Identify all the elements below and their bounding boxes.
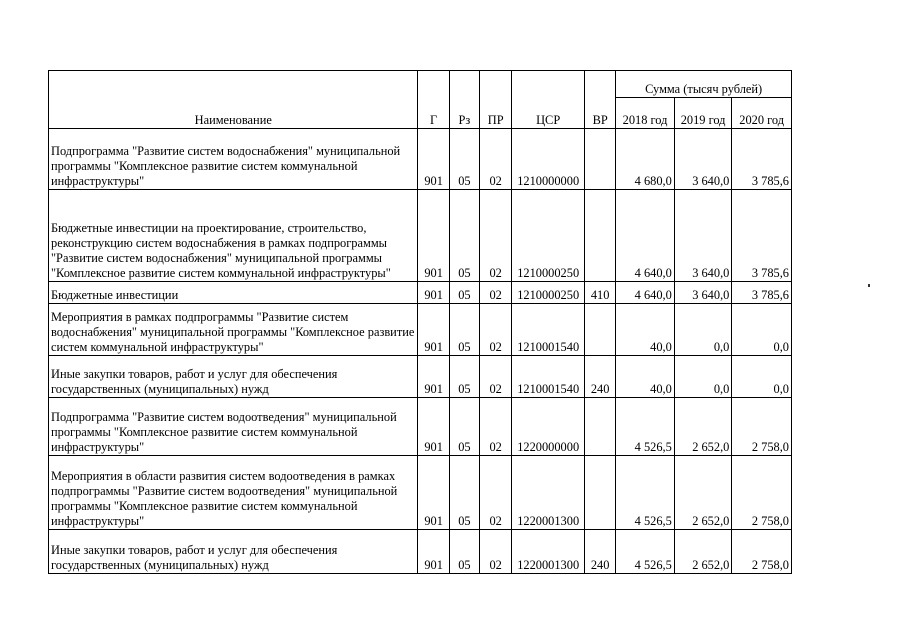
header-csr: ЦСР — [512, 71, 585, 129]
row-vr: 240 — [585, 356, 616, 398]
row-rz: 05 — [449, 398, 479, 456]
row-sum-2019: 3 640,0 — [674, 190, 732, 282]
row-csr: 1210001540 — [512, 356, 585, 398]
row-pr: 02 — [480, 282, 512, 304]
row-csr: 1220000000 — [512, 398, 585, 456]
row-name: Подпрограмма "Развитие систем водоотведения" муниципальной программы "Комплексное развитие систем коммунальной инфраструктуры" — [49, 398, 418, 456]
row-g: 901 — [418, 190, 449, 282]
header-year-2020: 2020 год — [732, 98, 792, 129]
row-sum-2020: 0,0 — [732, 356, 792, 398]
header-year-2019: 2019 год — [674, 98, 732, 129]
table-row — [49, 190, 792, 282]
table-header — [49, 71, 792, 129]
row-csr: 1210001540 — [512, 304, 585, 356]
table-row — [49, 456, 792, 530]
budget-table — [48, 70, 792, 574]
row-rz: 05 — [449, 356, 479, 398]
row-g: 901 — [418, 456, 449, 530]
row-name: Иные закупки товаров, работ и услуг для обеспечения государственных (муниципальных) нужд — [49, 356, 418, 398]
row-name: Мероприятия в рамках подпрограммы "Развитие систем водоснабжения" муниципальной программы "Комплексное развитие систем коммунальной инфраструктуры" — [49, 304, 418, 356]
row-sum-2019: 2 652,0 — [674, 530, 732, 574]
row-sum-2020: 2 758,0 — [732, 456, 792, 530]
row-vr — [585, 129, 616, 190]
table-row — [49, 356, 792, 398]
header-g: Г — [418, 71, 449, 129]
scan-speck — [868, 284, 870, 287]
row-rz: 05 — [449, 129, 479, 190]
row-sum-2020: 3 785,6 — [732, 129, 792, 190]
row-sum-2020: 0,0 — [732, 304, 792, 356]
header-vr: ВР — [585, 71, 616, 129]
row-g: 901 — [418, 304, 449, 356]
row-vr — [585, 398, 616, 456]
row-name: Подпрограмма "Развитие систем водоснабжения" муниципальной программы "Комплексное развитие систем коммунальной инфраструктуры" — [49, 129, 418, 190]
row-g: 901 — [418, 129, 449, 190]
row-sum-2018: 40,0 — [616, 356, 675, 398]
row-pr: 02 — [480, 356, 512, 398]
row-name: Иные закупки товаров, работ и услуг для обеспечения государственных (муниципальных) нужд — [49, 530, 418, 574]
row-vr — [585, 304, 616, 356]
row-name: Бюджетные инвестиции на проектирование, строительство, реконструкцию систем водоснабжения в рамках подпрограммы "Развитие систем водоснабжения" муниципальной программы "Комплексное развитие систем коммунальной инфраструктуры" — [49, 190, 418, 282]
row-sum-2018: 40,0 — [616, 304, 675, 356]
row-g: 901 — [418, 530, 449, 574]
header-rz: Рз — [449, 71, 479, 129]
row-pr: 02 — [480, 129, 512, 190]
row-rz: 05 — [449, 304, 479, 356]
row-sum-2018: 4 526,5 — [616, 456, 675, 530]
row-vr — [585, 456, 616, 530]
row-sum-2019: 3 640,0 — [674, 129, 732, 190]
row-g: 901 — [418, 398, 449, 456]
row-vr: 410 — [585, 282, 616, 304]
row-sum-2018: 4 526,5 — [616, 398, 675, 456]
row-sum-2019: 0,0 — [674, 304, 732, 356]
header-name: Наименование — [49, 71, 418, 129]
row-sum-2019: 0,0 — [674, 356, 732, 398]
header-pr: ПР — [480, 71, 512, 129]
row-pr: 02 — [480, 456, 512, 530]
row-csr: 1210000000 — [512, 129, 585, 190]
row-sum-2018: 4 680,0 — [616, 129, 675, 190]
row-pr: 02 — [480, 304, 512, 356]
table-row — [49, 530, 792, 574]
table-row — [49, 129, 792, 190]
row-rz: 05 — [449, 190, 479, 282]
row-sum-2018: 4 640,0 — [616, 282, 675, 304]
row-csr: 1210000250 — [512, 282, 585, 304]
row-g: 901 — [418, 282, 449, 304]
table-row — [49, 398, 792, 456]
row-rz: 05 — [449, 456, 479, 530]
row-sum-2020: 3 785,6 — [732, 282, 792, 304]
row-sum-2019: 2 652,0 — [674, 398, 732, 456]
table-row — [49, 282, 792, 304]
row-csr: 1220001300 — [512, 456, 585, 530]
row-name: Бюджетные инвестиции — [49, 282, 418, 304]
row-csr: 1210000250 — [512, 190, 585, 282]
row-rz: 05 — [449, 282, 479, 304]
row-pr: 02 — [480, 530, 512, 574]
header-year-2018: 2018 год — [616, 98, 675, 129]
row-sum-2018: 4 526,5 — [616, 530, 675, 574]
row-name: Мероприятия в области развития систем водоотведения в рамках подпрограммы "Развитие систем водоотведения" муниципальной программы "Комплексное развитие систем коммунальной инфраструктуры" — [49, 456, 418, 530]
row-sum-2019: 3 640,0 — [674, 282, 732, 304]
row-sum-2019: 2 652,0 — [674, 456, 732, 530]
header-sum: Сумма (тысяч рублей) — [616, 71, 792, 98]
row-pr: 02 — [480, 398, 512, 456]
row-sum-2018: 4 640,0 — [616, 190, 675, 282]
row-vr — [585, 190, 616, 282]
row-sum-2020: 3 785,6 — [732, 190, 792, 282]
row-rz: 05 — [449, 530, 479, 574]
row-sum-2020: 2 758,0 — [732, 530, 792, 574]
row-vr: 240 — [585, 530, 616, 574]
row-pr: 02 — [480, 190, 512, 282]
row-sum-2020: 2 758,0 — [732, 398, 792, 456]
row-csr: 1220001300 — [512, 530, 585, 574]
table-row — [49, 304, 792, 356]
table-body — [49, 129, 792, 574]
row-g: 901 — [418, 356, 449, 398]
